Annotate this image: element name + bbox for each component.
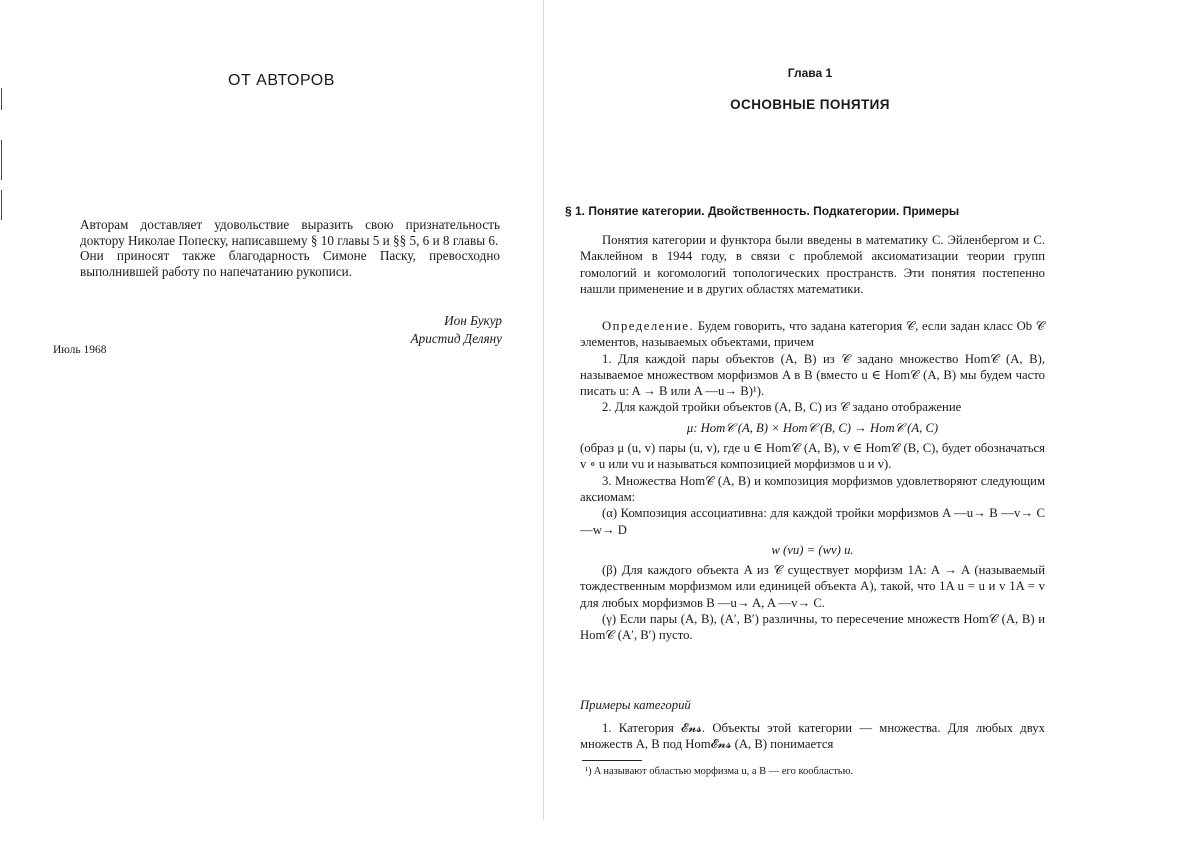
scan-edge-mark: [1, 140, 2, 180]
paragraph: Они приносят также благодарность Симоне Паску, превосходно выполнившей работу по напечатанию рукописи.: [80, 248, 500, 279]
definition-text: Будем говорить, что задана категория 𝒞, если задан класс Ob 𝒞 элементов, называемых объектами, причем: [580, 319, 1045, 350]
definition-item-3: 3. Множества Hom𝒞 (A, B) и композиция морфизмов удовлетворяют следующим аксиомам:: [580, 473, 1045, 504]
signature-author-1: Ион Букур: [444, 313, 502, 328]
scan-edge-mark: [1, 88, 2, 110]
scan-edge-mark: [1, 190, 2, 220]
signature-author-2: Аристид Деляну: [410, 331, 502, 346]
axiom-alpha: (α) Композиция ассоциативна: для каждой тройки морфизмов A —u→ B —v→ C —w→ D: [580, 506, 1045, 537]
page-gutter: [543, 0, 544, 820]
definition-item-1: 1. Для каждой пары объектов (A, B) из 𝒞 задано множество Hom𝒞 (A, B), называемое множеством морфизмов A в B (вместо u ∈ Hom𝒞 (A, B) мы будем часто писать u: A → B или A —u→ B)¹).: [580, 351, 1045, 399]
example-1: 1. Категория 𝓔𝓷𝓼. Объекты этой категории — множества. Для любых двух множеств A, B под Hom𝓔𝓷𝓼 (A, B) понимается: [580, 721, 1045, 752]
definition-paragraph: [580, 318, 1045, 351]
chapter-label: Глава 1: [787, 66, 833, 80]
axiom-gamma: (γ) Если пары (A, B), (A′, B′) различны, то пересечение множеств Hom𝒞 (A, B) и Hom𝒞 (A′, B′) пусто.: [580, 612, 1045, 643]
section-heading: § 1. Понятие категории. Двойственность. Подкатегории. Примеры: [565, 204, 960, 218]
footnote-divider: [582, 760, 642, 761]
date: Июль 1968: [53, 344, 107, 356]
formula-associativity: w (vu) = (wv) u.: [771, 542, 854, 557]
page-title: ОТ АВТОРОВ: [228, 72, 335, 89]
acknowledgement-text: [80, 217, 500, 279]
paragraph: Понятия категории и функтора были введены в математику С. Эйленбергом и С. Маклейном в 1944 году, в связи с проблемой аксиоматизации теории групп гомологий и когомологий топологических пространств. Эти понятия постепенно нашли применение и в других областях математики.: [580, 233, 1045, 296]
definition-item-2: 2. Для каждой тройки объектов (A, B, C) из 𝒞 задано отображение: [602, 400, 962, 415]
example-block: [580, 720, 1045, 753]
formula-composition: μ: Hom𝒞 (A, B) × Hom𝒞 (B, C) → Hom𝒞 (A, C): [686, 420, 939, 435]
chapter-title: ОСНОВНЫЕ ПОНЯТИЯ: [730, 97, 890, 112]
definition-word: Определение.: [602, 319, 695, 333]
examples-heading: Примеры категорий: [580, 698, 691, 712]
intro-paragraph: [580, 232, 1045, 297]
paragraph: Авторам доставляет удовольствие выразить свою признательность доктору Николае Попеску, написавшему § 10 главы 5 и §§ 5, 6 и 8 главы 6.: [80, 217, 500, 248]
axiom-beta: (β) Для каждого объекта A из 𝒞 существует морфизм 1A: A → A (называемый тождественным морфизмом или единицей объекта A), такой, что 1A u = u и v 1A = v для любых морфизмов B —u→ A, A —v→ C.: [580, 563, 1045, 610]
footnote: ¹) A называют областью морфизма u, а B — его кообластью.: [585, 766, 854, 777]
left-page: [0, 0, 545, 860]
definition-item-2-continued: (образ μ (u, v) пары (u, v), где u ∈ Hom𝒞 (A, B), v ∈ Hom𝒞 (B, C), будет обозначаться v ∘ u или vu и называться композицией морфизмов u и v).: [580, 441, 1045, 472]
right-page: [545, 0, 1200, 860]
definition-block: [580, 318, 1045, 644]
